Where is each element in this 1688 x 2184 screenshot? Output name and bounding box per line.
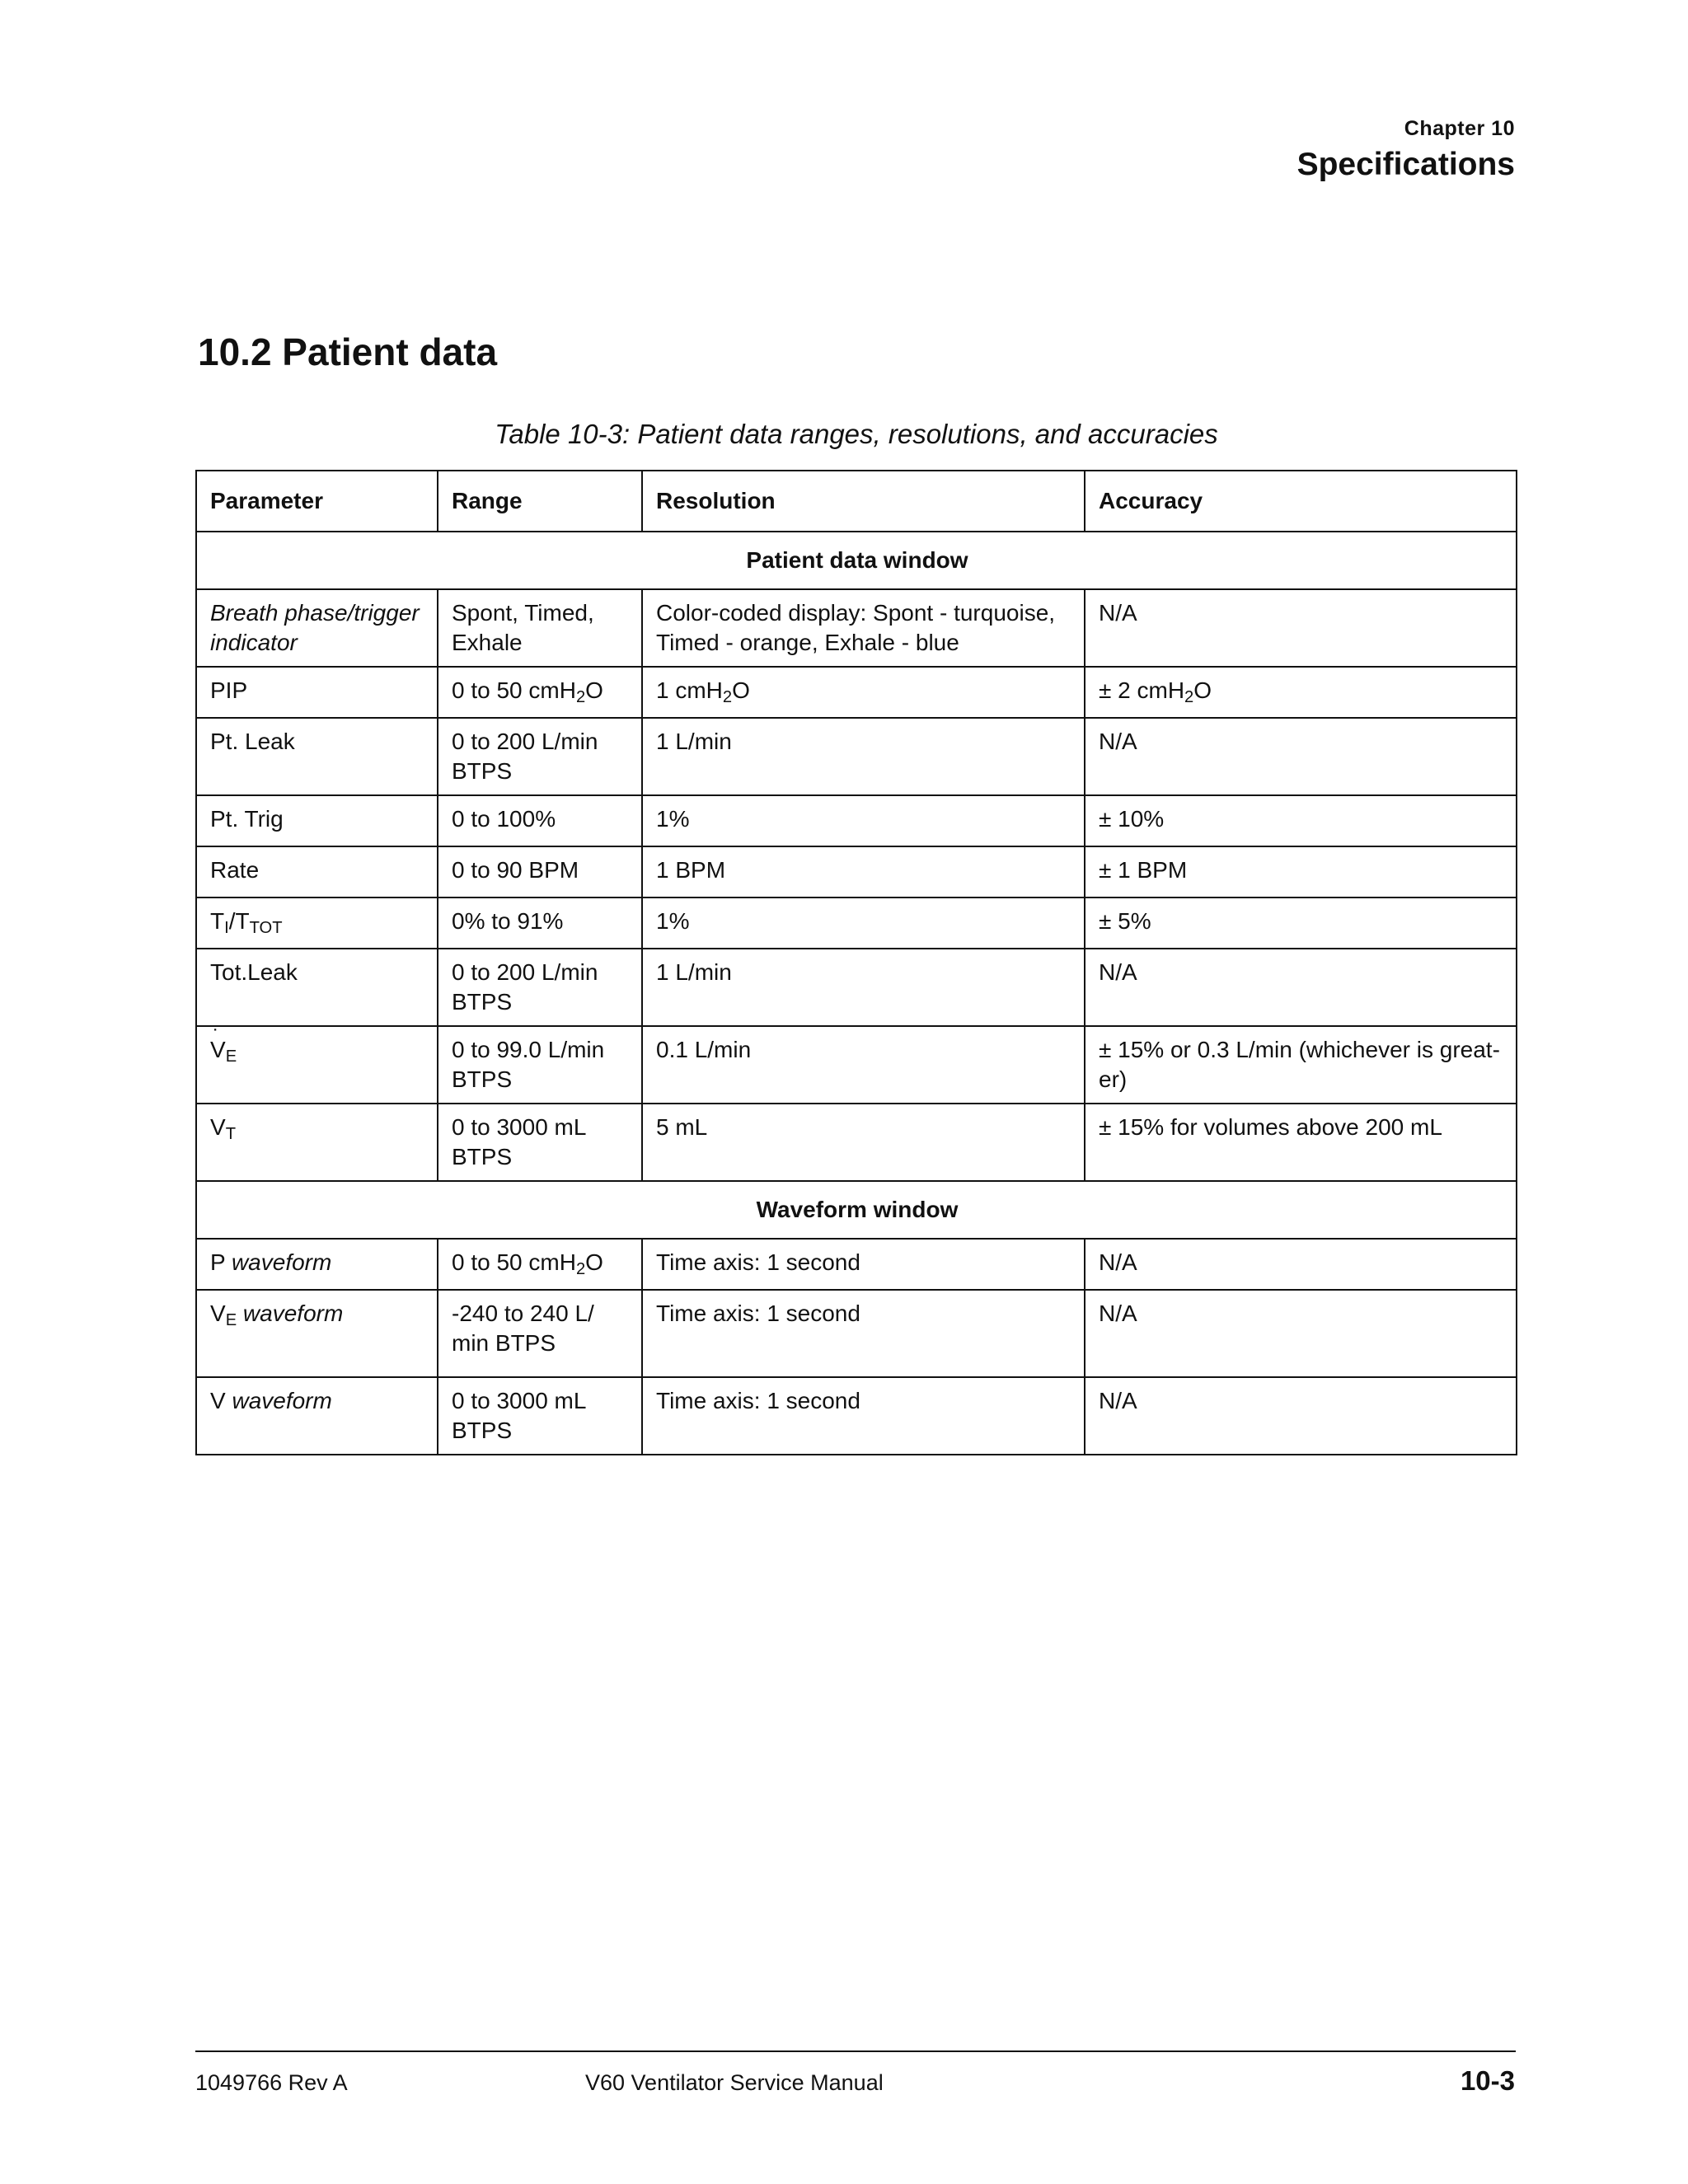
cell-range: 0 to 3000 mL BTPS (438, 1104, 642, 1181)
cell-range (438, 1239, 642, 1290)
text: O (585, 677, 603, 703)
cell-parameter: PIP (196, 667, 438, 718)
cell-range: 0 to 3000 mL BTPS (438, 1377, 642, 1455)
cell-resolution: 1 L/min (642, 949, 1085, 1026)
v-dot-symbol: ˙ V (210, 1035, 226, 1065)
table-header-row (196, 471, 1517, 532)
cell-parameter (196, 1104, 438, 1181)
subscript: 2 (575, 688, 586, 707)
text: V (210, 1301, 226, 1326)
footer-doc-number: 1049766 Rev A (195, 2070, 348, 2095)
cell-accuracy: ± 15% for volumes above 200 mL (1085, 1104, 1517, 1181)
footer-divider (195, 2050, 1516, 2052)
cell-parameter: Breath phase/trigger indicator (196, 589, 438, 667)
text: waveform (242, 1301, 344, 1326)
text: O (585, 1249, 603, 1275)
text: ± 2 cmH (1099, 677, 1185, 703)
cell-accuracy: ± 5% (1085, 898, 1517, 949)
text: T (210, 908, 225, 934)
cell-range: 0 to 200 L/min BTPS (438, 718, 642, 795)
cell-accuracy: N/A (1085, 1239, 1517, 1290)
table-row (196, 1290, 1517, 1377)
subscript: T (225, 1125, 236, 1144)
text: waveform (232, 1388, 332, 1413)
subscript: I (224, 919, 229, 938)
cell-parameter: Rate (196, 846, 438, 898)
cell-parameter (196, 1239, 438, 1290)
cell-accuracy (1085, 667, 1517, 718)
cell-accuracy: ± 10% (1085, 795, 1517, 846)
section-heading: Patient data window (196, 532, 1517, 589)
table-row (196, 667, 1517, 718)
text: 0 to 50 cmH (452, 1249, 576, 1275)
cell-range: 0 to 100% (438, 795, 642, 846)
text: V (210, 1114, 226, 1140)
section-row-waveform-window (196, 1181, 1517, 1239)
subscript: E (225, 1047, 237, 1066)
cell-resolution: 1% (642, 795, 1085, 846)
table-row (196, 1239, 1517, 1290)
cell-resolution: 1% (642, 898, 1085, 949)
text: V (210, 1388, 226, 1413)
subscript: TOT (249, 919, 283, 938)
table-row (196, 718, 1517, 795)
text: waveform (231, 1249, 332, 1275)
cell-range: -240 to 240 L/ min BTPS (438, 1290, 642, 1377)
section-title: 10.2 Patient data (198, 330, 498, 373)
table-row (196, 1026, 1517, 1104)
subscript: 2 (575, 1260, 586, 1279)
cell-accuracy: N/A (1085, 718, 1517, 795)
column-header-parameter: Parameter (196, 471, 438, 532)
cell-accuracy: N/A (1085, 1377, 1517, 1455)
cell-parameter: Tot.Leak (196, 949, 438, 1026)
footer-page-number: 10-3 (1460, 2065, 1515, 2096)
footer-manual-title: V60 Ventilator Service Manual (585, 2070, 884, 2095)
cell-parameter (196, 1377, 438, 1455)
table-row (196, 795, 1517, 846)
section-heading: Waveform window (196, 1181, 1517, 1239)
text: /T (228, 908, 250, 934)
cell-accuracy: N/A (1085, 589, 1517, 667)
subscript: E (225, 1311, 237, 1330)
column-header-resolution: Resolution (642, 471, 1085, 532)
cell-parameter (196, 1290, 438, 1377)
text: 1 cmH (656, 677, 723, 703)
table-row (196, 898, 1517, 949)
table-row (196, 846, 1517, 898)
cell-resolution (642, 667, 1085, 718)
cell-resolution: 0.1 L/min (642, 1026, 1085, 1104)
column-header-range: Range (438, 471, 642, 532)
cell-accuracy: ± 15% or 0.3 L/min (whichever is great- er) (1085, 1026, 1517, 1104)
cell-accuracy: ± 1 BPM (1085, 846, 1517, 898)
text: 0 to 50 cmH (452, 677, 576, 703)
text: O (732, 677, 750, 703)
column-header-accuracy: Accuracy (1085, 471, 1517, 532)
cell-parameter: Pt. Leak (196, 718, 438, 795)
cell-resolution: 1 BPM (642, 846, 1085, 898)
cell-range (438, 667, 642, 718)
text: P (210, 1249, 226, 1275)
cell-accuracy: N/A (1085, 1290, 1517, 1377)
table-row (196, 1104, 1517, 1181)
cell-resolution: Color-coded display: Spont - turquoise, Timed - orange, Exhale - blue (642, 589, 1085, 667)
cell-range: Spont, Timed, Exhale (438, 589, 642, 667)
cell-resolution: 5 mL (642, 1104, 1085, 1181)
cell-range: 0% to 91% (438, 898, 642, 949)
cell-resolution: Time axis: 1 second (642, 1239, 1085, 1290)
cell-resolution: Time axis: 1 second (642, 1290, 1085, 1377)
cell-range: 0 to 200 L/min BTPS (438, 949, 642, 1026)
table-row (196, 1377, 1517, 1455)
subscript: 2 (1184, 688, 1194, 707)
table-row (196, 589, 1517, 667)
cell-parameter (196, 898, 438, 949)
subscript: 2 (722, 688, 733, 707)
patient-data-table (195, 470, 1517, 1455)
cell-accuracy: N/A (1085, 949, 1517, 1026)
chapter-label: Chapter 10 (1404, 117, 1515, 140)
section-row-patient-data-window (196, 532, 1517, 589)
cell-resolution: 1 L/min (642, 718, 1085, 795)
cell-resolution: Time axis: 1 second (642, 1377, 1085, 1455)
table-caption: Table 10-3: Patient data ranges, resolutions, and accuracies (495, 419, 1218, 449)
cell-range: 0 to 99.0 L/min BTPS (438, 1026, 642, 1104)
cell-range: 0 to 90 BPM (438, 846, 642, 898)
cell-parameter: Pt. Trig (196, 795, 438, 846)
cell-parameter (196, 1026, 438, 1104)
table-row (196, 949, 1517, 1026)
chapter-title: Specifications (1296, 147, 1515, 182)
text: O (1193, 677, 1212, 703)
